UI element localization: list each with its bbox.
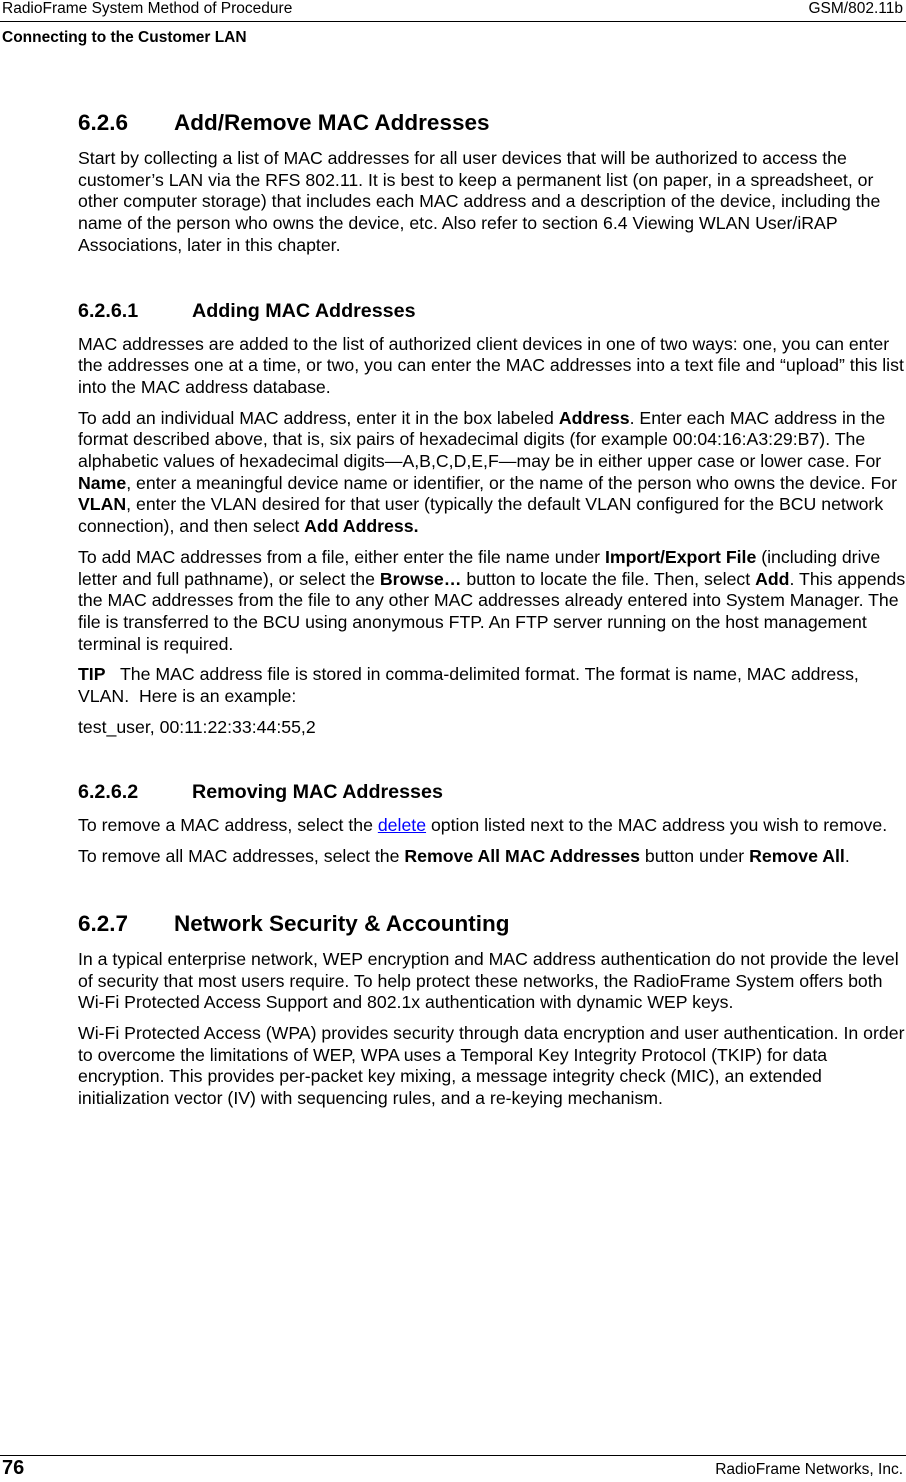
term-name: Name — [78, 472, 127, 493]
paragraph: To remove a MAC address, select the delete option listed next to the MAC address you wish to remove. — [78, 815, 888, 836]
header-rule — [0, 21, 906, 22]
page-header — [0, 0, 906, 19]
section-heading-6-2-6-1 — [78, 298, 906, 324]
paragraph: Start by collecting a list of MAC addresses for all user devices that will be authorized to access the customer’s LAN via the RFS 802.11. It is best to keep a permanent list (on paper, in a spreadsheet, or other computer storage) that includes each MAC address and a description of the device, including the name of the person who owns the device, etc. Also refer to section 6.4 Viewing WLAN User/iRAP Associations, later in this chapter. — [78, 148, 881, 255]
paragraph: MAC addresses are added to the list of authorized client devices in one of two ways: one, you can enter the addresses one at a time, or two, you can enter the MAC addresses into a text file and “upload” this list into the MAC address database. — [78, 333, 904, 397]
paragraph: To add an individual MAC address, enter it in the box labeled Address. Enter each MAC address in the format described above, that is, six pairs of hexadecimal digits (for example 00:04:16:A3:29:B7). The alphabetic values of hexadecimal digits—A,B,C,D,E,F—may be in either upper case or lower case. For Name, enter a meaningful device name or identifier, or the name of the person who owns the device. For VLAN, enter the VLAN desired for that user (typically the default VLAN configured for the BCU network connection), and then select Add Address. — [78, 407, 898, 537]
section-number: 6.2.7 — [78, 910, 129, 936]
term-browse: Browse… — [379, 568, 462, 589]
section-title: Add/Remove MAC Addresses — [174, 110, 490, 135]
header-doc-code: GSM/802.11b — [808, 0, 903, 17]
footer-company: RadioFrame Networks, Inc. — [715, 1461, 903, 1478]
term-remove-all: Remove All — [749, 846, 845, 867]
tip-label: TIP — [78, 664, 106, 685]
term-address: Address — [558, 407, 630, 428]
paragraph: In a typical enterprise network, WEP encryption and MAC address authentication do not provide the level of security that most users require. To help protect these networks, the RadioFrame System offers both Wi-Fi Protected Access Support and 802.1x authentication with dynamic WEP keys. — [78, 948, 899, 1013]
section-number: 6.2.6.1 — [78, 299, 139, 322]
term-remove-all-mac-addresses: Remove All MAC Addresses — [404, 846, 640, 867]
tip-note: TIP The MAC address file is stored in comma-delimited format. The format is name, MAC address, VLAN. Here is an example: — [78, 664, 864, 707]
paragraph: Wi-Fi Protected Access (WPA) provides security through data encryption and user authentication. In order to overcome the limitations of WEP, WPA uses a Temporal Key Integrity Protocol (TKIP) for data encryption. This provides per-packet key mixing, a message integrity check (MIC), an extended initialization vector (IV) with sequencing rules, and a re-keying mechanism. — [78, 1022, 905, 1109]
page-number: 76 — [2, 1457, 25, 1479]
header-chapter-title: Connecting to the Customer LAN — [2, 29, 247, 46]
footer-rule — [0, 1455, 906, 1456]
term-vlan: VLAN — [78, 494, 127, 515]
term-add-address: Add Address. — [304, 516, 419, 537]
section-heading-6-2-6-2 — [78, 779, 906, 805]
delete-link[interactable]: delete — [377, 815, 427, 836]
section-title: Adding MAC Addresses — [192, 299, 416, 322]
section-title: Removing MAC Addresses — [192, 781, 443, 804]
section-heading-6-2-6 — [78, 108, 906, 138]
page-body — [78, 108, 906, 1119]
paragraph: To add MAC addresses from a file, either enter the file name under Import/Export File (including drive letter and full pathname), or select the Browse… button to locate the file. Then, select Add. This appends the MAC addresses from the file to any other MAC addresses already entered into System Manager. The file is transferred to the BCU using anonymous FTP. An FTP server running on the host management terminal is required. — [78, 546, 906, 654]
term-add: Add — [755, 568, 790, 589]
section-heading-6-2-7 — [78, 909, 906, 939]
term-import-export-file: Import/Export File — [604, 546, 757, 567]
section-title: Network Security & Accounting — [174, 910, 510, 936]
section-number: 6.2.6.2 — [78, 781, 139, 804]
paragraph: To remove all MAC addresses, select the Remove All MAC Addresses button under Remove All. — [78, 846, 850, 867]
section-number: 6.2.6 — [78, 110, 129, 135]
example-line: test_user, 00:11:22:33:44:55,2 — [78, 716, 316, 737]
header-doc-title: RadioFrame System Method of Procedure — [2, 0, 293, 17]
